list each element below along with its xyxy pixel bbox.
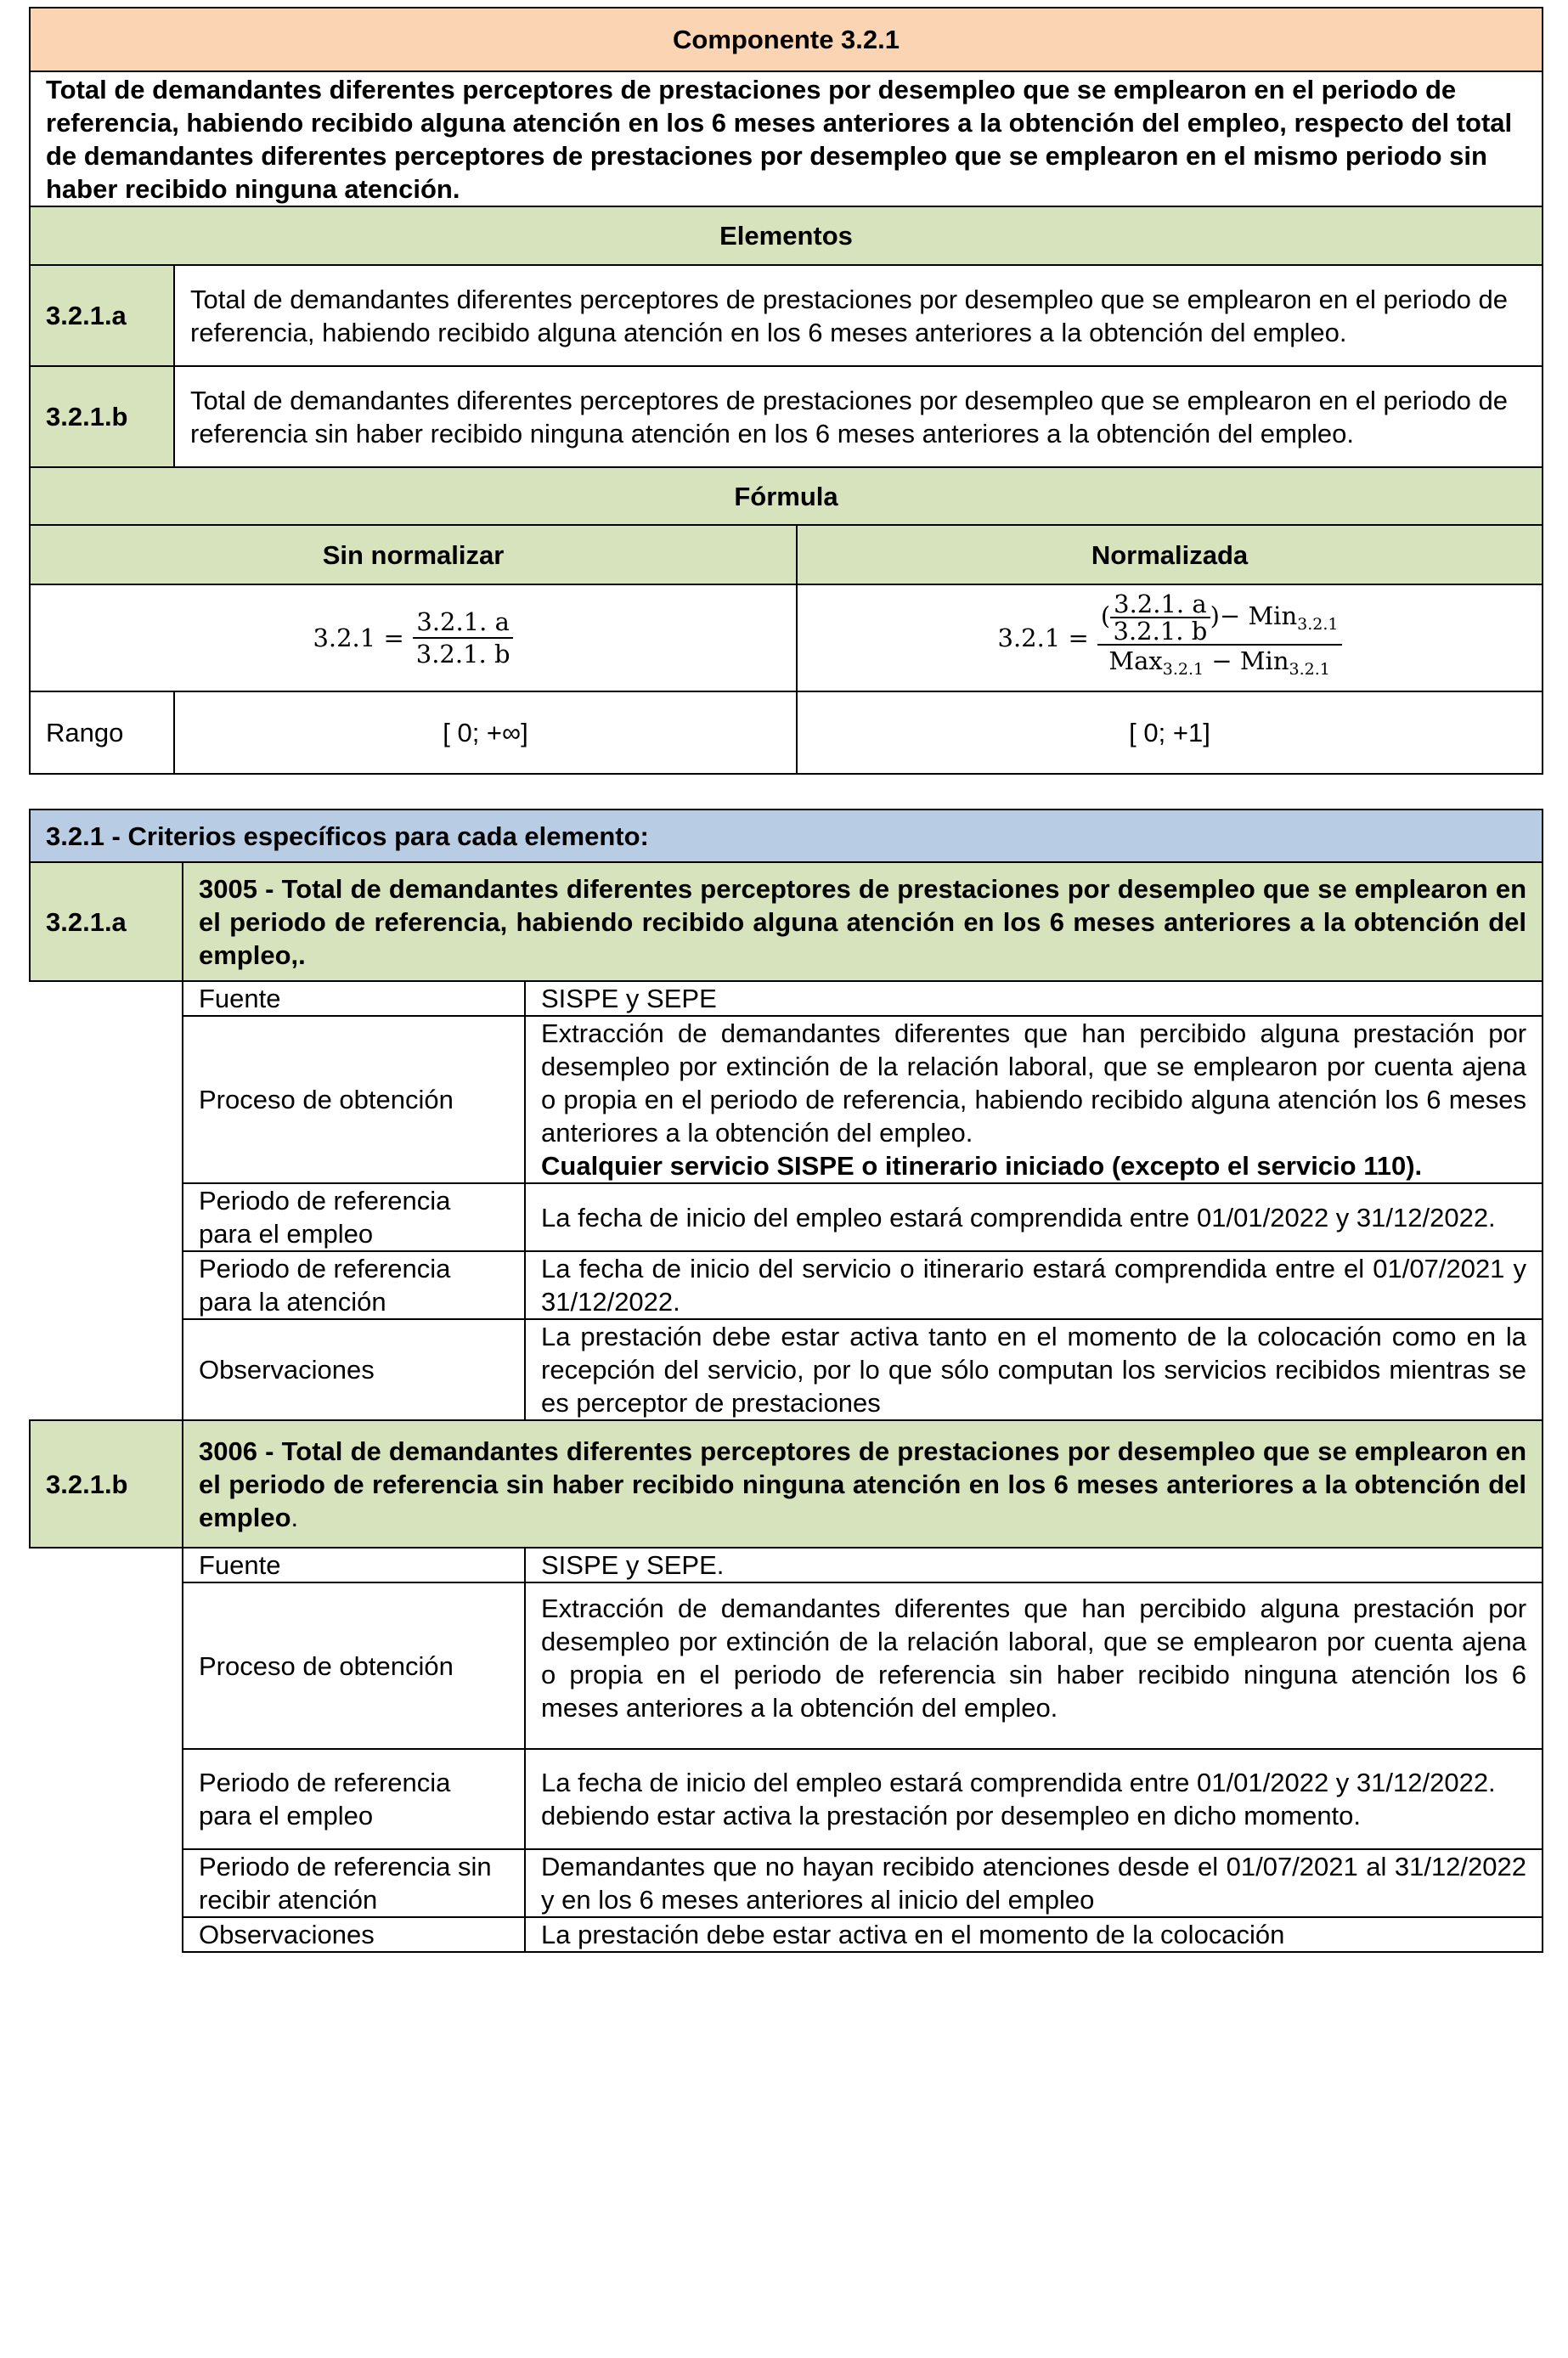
criteria-a-value-proceso: Extracción de demandantes diferentes que han percibido alguna prestación por desempleo por extinción de la relación laboral, que se emplearon por cuenta ajena o propia en el periodo de referencia, habiendo recibido alguna atención los 6 meses anteriores a la obtención del empleo. Cualquier servicio SISPE o itinerario iniciado (excepto el servicio 110).: [525, 1016, 1543, 1183]
component-table: [29, 7, 1543, 775]
criteria-b-value-proceso: Extracción de demandantes diferentes que han percibido alguna prestación por desempleo por extinción de la relación laboral, que se emplearon por cuenta ajena o propia en el periodo de referencia sin haber recibido ninguna atención los 6 meses anteriores a la obtención del empleo.: [525, 1582, 1543, 1749]
criteria-code-a: 3.2.1.a: [30, 862, 183, 981]
element-text-b: Total de demandantes diferentes perceptores de prestaciones por desempleo que se emplearon en el periodo de referencia sin haber recibido ninguna atención en los 6 meses anteriores a la obtención del empleo.: [174, 366, 1543, 467]
range-normalized: [ 0; +1]: [797, 691, 1543, 774]
criteria-a-value-fuente: SISPE y SEPE: [525, 981, 1543, 1016]
criteria-a-value-observaciones: La prestación debe estar activa tanto en el momento de la colocación como en la recepción del servicio, por lo que sólo computan los servicios recibidos mientras se es perceptor de prestaciones: [525, 1319, 1543, 1420]
criteria-title-a: 3005 - Total de demandantes diferentes perceptores de prestaciones por desempleo que se emplearon en el periodo de referencia, habiendo recibido alguna atención en los 6 meses anteriores a la obtención del empleo,.: [183, 862, 1543, 981]
formula-raw-den: 3.2.1. b: [415, 640, 510, 668]
criteria-b-label-proceso: Proceso de obtención: [183, 1582, 525, 1749]
formula-norm-lhs: 3.2.1 =: [997, 623, 1089, 652]
criteria-header: 3.2.1 - Criterios específicos para cada elemento:: [30, 810, 1543, 862]
criteria-b-label-periodo-empleo: Periodo de referencia para el empleo: [183, 1749, 525, 1849]
criteria-a-value-proceso-note: Cualquier servicio SISPE o itinerario iniciado (excepto el servicio 110).: [541, 1151, 1423, 1181]
document-page: [29, 7, 1542, 1953]
criteria-b-value-fuente: SISPE y SEPE.: [525, 1548, 1543, 1582]
criteria-b-label-fuente: Fuente: [183, 1548, 525, 1582]
criteria-table: [29, 809, 1543, 1953]
formula-normalized: [797, 584, 1543, 691]
criteria-a-label-observaciones: Observaciones: [183, 1319, 525, 1420]
criteria-b-value-observaciones: La prestación debe estar activa en el momento de la colocación: [525, 1917, 1543, 1952]
range-raw: [ 0; +∞]: [174, 691, 797, 774]
formula-col-raw: Sin normalizar: [30, 525, 797, 584]
formula-norm-numerator: ( $\frac{3.2.1. a}{3.2.1. b}$ )− Min$_{3.2.1}$: [1097, 591, 1342, 646]
criteria-a-label-periodo-atencion: Periodo de referencia para la atención: [183, 1251, 525, 1319]
criteria-a-value-periodo-empleo: La fecha de inicio del empleo estará comprendida entre 01/01/2022 y 31/12/2022.: [525, 1183, 1543, 1251]
element-text-a: Total de demandantes diferentes perceptores de prestaciones por desempleo que se emplearon en el periodo de referencia, habiendo recibido alguna atención en los 6 meses anteriores a la obtención del empleo.: [174, 265, 1543, 366]
component-title: Componente 3.2.1: [30, 8, 1543, 71]
range-label: Rango: [30, 691, 174, 774]
criteria-b-value-periodo-sin-atencion: Demandantes que no hayan recibido atenciones desde el 01/07/2021 al 31/12/2022 y en los 6 meses anteriores al inicio del empleo: [525, 1849, 1543, 1917]
formula-norm-inner-num: 3.2.1. a: [1110, 591, 1210, 618]
criteria-b-label-observaciones: Observaciones: [183, 1917, 525, 1952]
criteria-a-label-proceso: Proceso de obtención: [183, 1016, 525, 1183]
element-code-b: 3.2.1.b: [30, 366, 174, 467]
formula-header: Fórmula: [30, 467, 1543, 525]
formula-col-norm: Normalizada: [797, 525, 1543, 584]
criteria-b-value-periodo-empleo: La fecha de inicio del empleo estará comprendida entre 01/01/2022 y 31/12/2022. debiendo estar activa la prestación por desempleo en dicho momento.: [525, 1749, 1543, 1849]
elements-header: Elementos: [30, 206, 1543, 265]
formula-raw-num: 3.2.1. a: [413, 606, 513, 639]
formula-norm-inner-den: 3.2.1. b: [1113, 617, 1208, 646]
criteria-title-b: 3006 - Total de demandantes diferentes perceptores de prestaciones por desempleo que se emplearon en el periodo de referencia sin haber recibido ninguna atención en los 6 meses anteriores a la obtención del empleo.: [183, 1420, 1543, 1548]
criteria-a-label-fuente: Fuente: [183, 981, 525, 1016]
criteria-code-b: 3.2.1.b: [30, 1420, 183, 1548]
formula-raw: [30, 584, 797, 691]
criteria-a-label-periodo-empleo: Periodo de referencia para el empleo: [183, 1183, 525, 1251]
formula-raw-lhs: 3.2.1 =: [313, 623, 404, 652]
criteria-a-value-periodo-atencion: La fecha de inicio del servicio o itinerario estará comprendida entre el 01/07/2021 y 31/12/2022.: [525, 1251, 1543, 1319]
formula-norm-denominator: Max$_{3.2.1}$ − Min$_{3.2.1}$: [1108, 646, 1330, 679]
criteria-b-label-periodo-sin-atencion: Periodo de referencia sin recibir atención: [183, 1849, 525, 1917]
element-code-a: 3.2.1.a: [30, 265, 174, 366]
component-description: Total de demandantes diferentes perceptores de prestaciones por desempleo que se emplearon en el periodo de referencia, habiendo recibido alguna atención en los 6 meses anteriores a la obtención del empleo, respecto del total de demandantes diferentes perceptores de prestaciones por desempleo que se emplearon en el mismo periodo sin haber recibido ninguna atención.: [30, 71, 1543, 206]
